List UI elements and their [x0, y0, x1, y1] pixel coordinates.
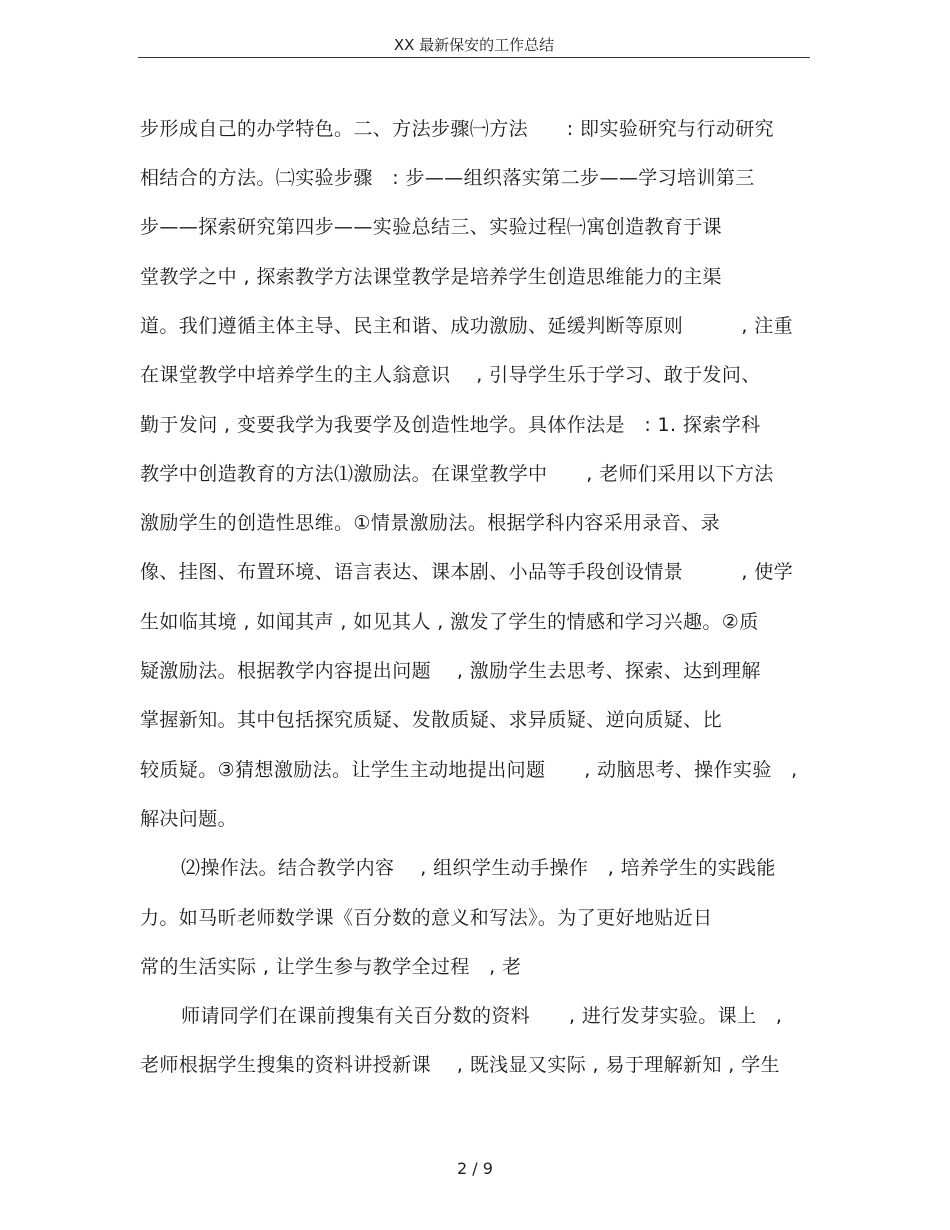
- text-line: 教学中创造教育的方法⑴激励法。在课堂教学中 , 老师们采用以下方法: [140, 463, 774, 485]
- text-line: 像、挂图、布置环境、语言表达、课本剧、小品等手段创设情景 , 使学: [140, 561, 794, 583]
- page-number: 2 / 9: [457, 1159, 493, 1178]
- text-line: 生如临其境 , 如闻其声 , 如见其人 , 激发了学生的情感和学习兴趣。②质: [140, 611, 759, 633]
- text-line: 疑激励法。根据教学内容提出问题 , 激励学生去思考、探索、达到理解: [140, 660, 761, 682]
- text-line: 师请同学们在课前搜集有关百分数的资料 , 进行发芽实验。课上 ,: [181, 1005, 783, 1027]
- text-line: ⑵操作法。结合教学内容 , 组织学生动手操作 , 培养学生的实践能: [181, 857, 776, 879]
- text-line: 掌握新知。其中包括探究质疑、发散质疑、求异质疑、逆向质疑、比: [140, 709, 723, 731]
- text-line: 解决问题。: [140, 808, 238, 830]
- text-line: 激励学生的创造性思维。①情景激励法。根据学科内容采用录音、录: [140, 512, 721, 534]
- text-line: 老师根据学生搜集的资料讲授新课 , 既浅显又实际 , 易于理解新知 , 学生: [140, 1054, 780, 1076]
- text-line: 力。如马昕老师数学课《百分数的意义和写法》。为了更好地贴近日: [140, 907, 713, 929]
- text-line: 常的生活实际 , 让学生参与教学全过程 , 老: [140, 956, 522, 978]
- text-line: 步——探索研究第四步——实验总结三、实验过程㈠寓创造教育于课: [140, 216, 723, 238]
- text-line: 在课堂教学中培养学生的主人翁意识 , 引导学生乐于学习、敢于发问、: [140, 364, 761, 386]
- text-line: 较质疑。③猜想激励法。让学生主动地提出问题 , 动脑思考、操作实验 ,: [140, 759, 798, 781]
- text-line: 相结合的方法。㈡实验步骤 : 步——组织落实第二步——学习培训第三: [140, 167, 755, 189]
- page-header-title: XX 最新保安的工作总结: [393, 36, 555, 54]
- text-line: 勤于发问 , 变要我学为我要学及创造性地学。具体作法是 : 1. 探索学科: [140, 414, 761, 436]
- text-line: 步形成自己的办学特色。二、方法步骤㈠方法 : 即实验研究与行动研究: [140, 118, 775, 140]
- text-line: 道。我们遵循主体主导、民主和谐、成功激励、延缓判断等原则 , 注重: [140, 315, 794, 337]
- text-line: 堂教学之中 , 探索教学方法课堂教学是培养学生创造思维能力的主渠: [140, 266, 722, 288]
